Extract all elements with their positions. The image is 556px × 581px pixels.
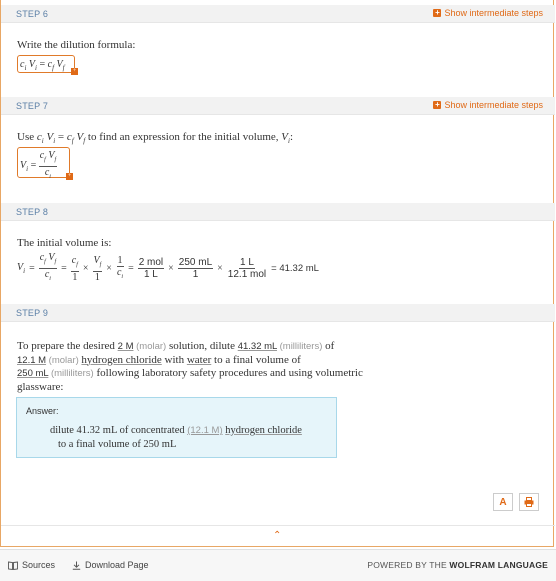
copy-icon[interactable]: + [72,68,77,74]
step-6-label: STEP 6 [16,9,49,19]
initial-volume-expression[interactable]: $V_i$ = $\frac{c_f V_f}{c_i}$ + [17,147,70,178]
step-9-label: STEP 9 [16,308,49,318]
dilution-formula[interactable]: $c_i$ $V_i = c_f$ $V_f$ + [17,55,75,73]
step-7-label: STEP 7 [16,101,49,111]
step-9-header [1,304,555,322]
show-steps-label: Show intermediate steps [444,100,543,110]
sources-link[interactable]: Sources [8,560,55,570]
step-6-instruction: Write the dilution formula: [17,39,136,51]
step-6-header [1,5,555,23]
powered-by[interactable]: POWERED BY THE WOLFRAM LANGUAGE [367,560,548,570]
answer-label: Answer: [26,406,59,416]
print-button[interactable] [519,493,539,511]
download-page-link[interactable]: Download Page [72,560,149,570]
print-icon [524,497,534,507]
plaintext-button[interactable]: A [493,493,513,511]
answer-text: dilute 41.32 mL of concentrated (12.1 M) hydrogen chloride to a final volume of 250 mL [50,425,302,450]
answer-box [16,397,337,458]
collapse-bar[interactable] [1,525,555,547]
copy-icon[interactable]: + [67,173,72,179]
volume-calculation: $V_i$ = $\frac{c_f V_f}{c_i}$ = $\frac{c_f}{1}$ × $\frac{V_f}{1}$ × $\frac{1}{c_i}$ = $\frac{\text{2 mol}}{1 L}$ × $\frac{250 mL}{1}$ × $\frac{1 L}{\text{12.1 mol}}$ = 41.32 mL [17,252,319,283]
chevron-up-icon[interactable]: ⌃ [273,530,282,541]
step-7-instruction: Use $c_i$ $V_i = c_f$ $V_f$ to find an expression for the initial volume, $V_i$: [17,131,294,146]
step-9-explanation: To prepare the desired 2 M (molar) solution, dilute 41.32 mL (milliliters) of 12.1 M (molar) hydrogen chloride with water to a final volume of 250 mL (milliliters) following laboratory safety procedures and using volumetric glassware: [17,340,363,393]
download-icon [72,561,81,570]
book-icon [8,561,18,570]
show-steps-label: Show intermediate steps [444,8,543,18]
step-8-header [1,203,555,221]
step-7-header [1,97,555,115]
footer [0,549,556,581]
show-intermediate-steps-6-button[interactable] [433,8,543,18]
show-intermediate-steps-7-button[interactable] [433,100,543,110]
step-8-label: STEP 8 [16,207,49,217]
step-8-instruction: The initial volume is: [17,237,112,249]
result-value: = 41.32 mL [271,263,319,274]
plus-icon: + [435,8,440,17]
plus-icon: + [435,100,440,109]
